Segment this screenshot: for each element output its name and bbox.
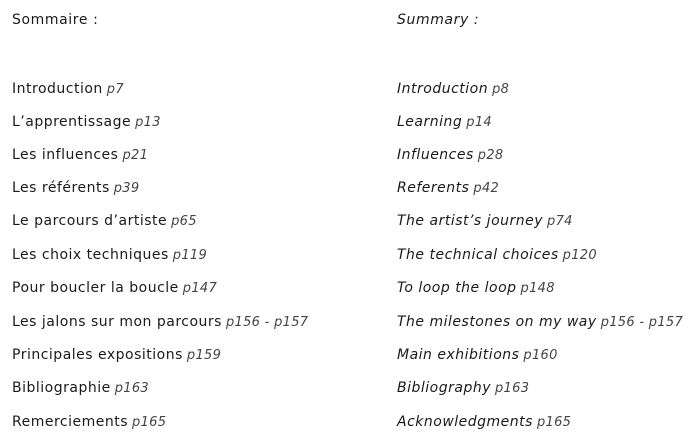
toc-entry bbox=[12, 145, 148, 166]
entry-title: Bibliography bbox=[397, 380, 491, 396]
toc-entry bbox=[397, 178, 499, 199]
entry-page: p21 bbox=[122, 148, 149, 163]
entry-title: Le parcours d’artiste bbox=[12, 213, 168, 229]
entry-page: p163 bbox=[495, 381, 530, 396]
entry-title: Learning bbox=[397, 114, 463, 130]
toc-entry bbox=[12, 345, 221, 366]
entry-page: p120 bbox=[562, 248, 597, 263]
toc-entry bbox=[12, 312, 308, 333]
entry-title: L’apprentissage bbox=[12, 114, 132, 130]
entry-page: p119 bbox=[172, 248, 208, 263]
entry-title: Main exhibitions bbox=[397, 347, 520, 363]
entry-page: p74 bbox=[547, 214, 573, 229]
entry-title: Les influences bbox=[12, 147, 119, 163]
entry-title: Referents bbox=[397, 180, 470, 196]
entry-title: Principales expositions bbox=[12, 347, 183, 363]
toc-entry bbox=[397, 145, 504, 166]
toc-entry bbox=[12, 178, 139, 199]
toc-entry bbox=[12, 378, 149, 399]
entry-title: The milestones on my way bbox=[397, 314, 597, 330]
entry-page: p7 bbox=[106, 82, 124, 97]
toc-entry bbox=[12, 79, 124, 100]
entry-page: p159 bbox=[186, 348, 222, 363]
toc-entry bbox=[397, 378, 529, 399]
entry-title: Remerciements bbox=[12, 414, 129, 430]
entry-page: p156 - p157 bbox=[600, 315, 684, 330]
entry-page: p165 bbox=[536, 415, 572, 430]
entry-page: p8 bbox=[492, 82, 510, 97]
entry-title: Introduction bbox=[397, 81, 489, 97]
toc-entry bbox=[397, 245, 597, 266]
entry-title: Acknowledgments bbox=[397, 414, 533, 430]
toc-entry bbox=[12, 211, 197, 232]
toc-entry bbox=[12, 245, 207, 266]
toc-entry bbox=[397, 211, 573, 232]
entry-page: p165 bbox=[132, 415, 167, 430]
entry-title: The artist’s journey bbox=[397, 213, 544, 229]
toc-entry bbox=[397, 278, 555, 299]
toc-entry bbox=[397, 345, 558, 366]
toc-entry bbox=[397, 112, 492, 133]
entry-page: p147 bbox=[182, 281, 218, 296]
entry-page: p156 - p157 bbox=[225, 315, 309, 330]
entry-title: Influences bbox=[397, 147, 474, 163]
toc-entry bbox=[12, 412, 166, 433]
entry-page: p13 bbox=[135, 115, 161, 130]
english-heading: Summary : bbox=[397, 12, 480, 28]
entry-title: The technical choices bbox=[397, 247, 559, 263]
entry-title: Les jalons sur mon parcours bbox=[12, 314, 222, 330]
toc-entry bbox=[397, 412, 571, 433]
toc-entry bbox=[397, 79, 509, 100]
entry-page: p163 bbox=[114, 381, 149, 396]
french-heading: Sommaire : bbox=[12, 12, 99, 28]
entry-page: p28 bbox=[477, 148, 504, 163]
entry-title: Introduction bbox=[12, 81, 103, 97]
entry-page: p14 bbox=[466, 115, 492, 130]
entry-title: Les choix techniques bbox=[12, 247, 169, 263]
entry-title: Les référents bbox=[12, 180, 110, 196]
entry-title: Pour boucler la boucle bbox=[12, 280, 179, 296]
entry-page: p39 bbox=[113, 181, 140, 196]
toc-entry bbox=[397, 312, 683, 333]
toc-entry bbox=[12, 278, 217, 299]
entry-page: p65 bbox=[171, 214, 197, 229]
entry-title: To loop the loop bbox=[397, 280, 517, 296]
entry-page: p160 bbox=[523, 348, 558, 363]
toc-entry bbox=[12, 112, 161, 133]
entry-title: Bibliographie bbox=[12, 380, 111, 396]
entry-page: p148 bbox=[520, 281, 555, 296]
entry-page: p42 bbox=[473, 181, 500, 196]
